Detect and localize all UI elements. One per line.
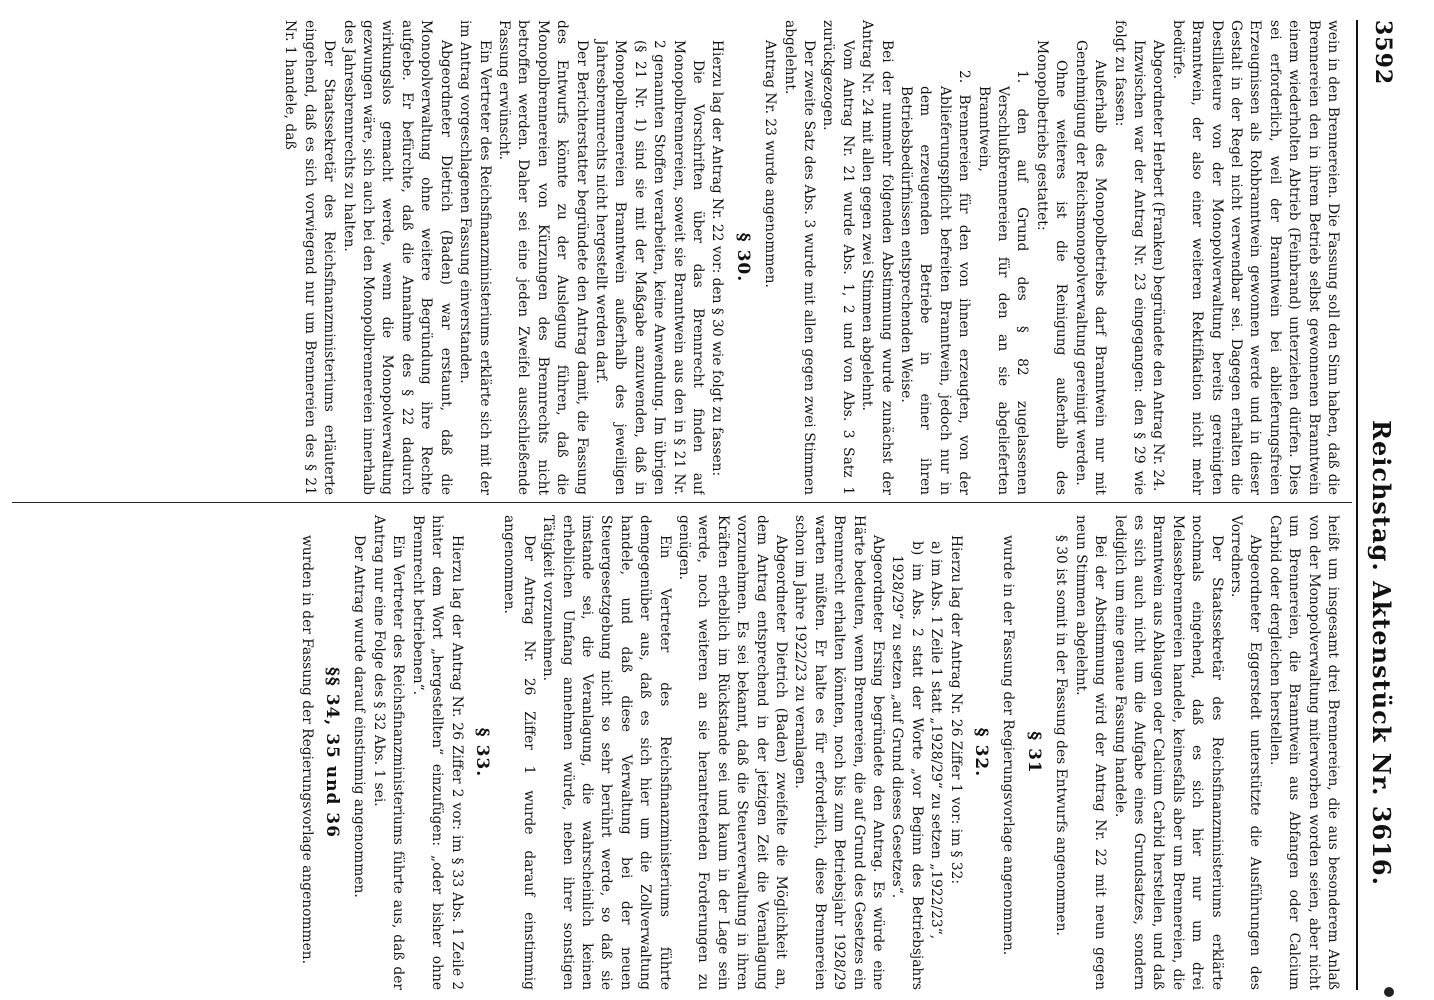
paragraph: Hierzu lag der Antrag Nr. 26 Ziffer 1 vor: im § 32: — [947, 535, 964, 885]
header-rule — [1356, 20, 1358, 990]
paragraph: Die Vorschriften über das Brennrecht finden auf Monopolbrennereien, soweit sie Branntwein aus den in § 21 Nr. 2 genannten Stoffen verarbeiten, keine Anwendung. Im übrigen (§ 21 Nr. 1) sind sie mit der Maßgabe anzuwenden, daß in Monopolbrennereien Branntwein außerhalb des jeweiligen Jahresbrennrechts nicht hergestellt werden darf. — [592, 40, 706, 495]
page-number: 3592 — [1370, 20, 1396, 86]
left-column — [12, 20, 1342, 495]
paragraph: Abgeordneter Dietrich (Baden) zweifelte die Möglichkeit an, dem Antrag entsprechend in der jetzigen Zeit die Veranlagung vorzunehmen. Es sei bekannt, daß die Steuerverwaltung in ihren Kräften erheblich im Rückstande sei und kaum in der Lage sein werde, noch weiteren an sie herantretenden Forderungen zu genügen. — [676, 515, 790, 990]
column-divider — [12, 502, 1352, 503]
paragraph: Ein Vertreter des Reichsfinanzministeriums führte demgegenüber aus, daß es sich hier um die Zollverwaltung handele, und daß diese Verwaltung bei der neuen Steuergesetzgebung nicht so sehr berührt werde, so daß sie imstande sei, die Veranlagung, die wahrscheinlich keinen erheblichen Umfang annehmen würde, neben ihrer sonstigen Tätigkeit vorzunehmen. — [540, 515, 673, 990]
paragraph: § 30 ist somit in der Fassung des Entwurfs angenommen. — [1053, 535, 1070, 936]
paragraph: Ein Vertreter des Reichsfinanzministeriums führte aus, daß der Antrag nur eine Folge des § 32 Abs. 1 sei. — [370, 515, 407, 990]
paragraph: Antrag Nr. 23 wurde angenommen. — [762, 40, 779, 288]
paragraph: Der Berichterstatter begründete den Antrag damit, die Fassung des Entwurfs könnte zu der Auslegung führen, daß die Monopolbrennereien von Kürzungen des Brennrechts nicht betroffen werden. Daher sei eine jeden Zweifel ausschließende Fassung erwünscht. — [495, 20, 590, 495]
paragraph: heißt um insgesamt drei Brennereien, die aus besonderem Anlaß von der Monopolverwaltung miterworben worden seien, aber nicht um Brennereien, die Branntwein aus Abfangen oder Calcium Carbid oder dergleichen herstellen. — [1266, 515, 1341, 990]
list-item: 2. Brennereien für den von ihnen erzeugten, von der Ablieferungspflicht befreiten Branntwein, jedoch nur in dem erzeugenden Betriebe in einer ihren Betriebsbedürfnissen entsprechenden Weise. — [898, 70, 973, 495]
paragraph: Inzwischen war der Antrag Nr. 23 eingegangen: den § 29 wie folgt zu fassen: — [1111, 20, 1147, 495]
paragraph: Ohne weiteres ist die Reinigung außerhalb des Monopolbetriebs gestattet: — [1033, 40, 1070, 495]
paragraph: Der zweite Satz des Abs. 3 wurde mit allen gegen zwei Stimmen abgelehnt. — [781, 20, 818, 495]
paragraph: Abgeordneter Eggerstedt unterstützte die Ausführungen des Vorredners. — [1227, 515, 1264, 990]
section-heading: § 30. — [732, 232, 753, 283]
paragraph: Bei der Abstimmung wird der Antrag Nr. 22 mit neun gegen neun Stimmen abgelehnt. — [1072, 515, 1109, 990]
paragraph: Der Staatssekretär des Reichsfinanzministeriums erklärte nochmals eingehend, daß es sich hier nur um drei Melassebrennereien handele, keinesfalls aber um Brennereien, die Branntwein aus Ablaugen oder Calcium Carbid herstellen, und daß es sich auch nicht um die Aufgabe eines Grundsatzes, sondern lediglich um eine genaue Fassung handele. — [1111, 515, 1225, 990]
paragraph: Abgeordneter Dietrich (Baden) war erstaunt, daß die Monopolverwaltung ohne weitere Begründung ihre Rechte aufgebe. Er befürchte, daß die Annahme des § 22 dadurch wirkungslos gemacht werde, wenn die Monopolverwaltung gezwungen wäre, sich auch bei den Monopolbrennereien innerhalb des Jahresbrennrechts zu halten. — [340, 20, 454, 495]
paragraph: Ein Vertreter des Reichsfinanzministeriums erklärte sich mit der im Antrag vorgeschlagenen Fassung einverstanden. — [457, 20, 493, 495]
right-column — [12, 515, 1342, 990]
paragraph: Der Antrag wurde darauf einstimmig angenommen. — [351, 535, 368, 898]
paragraph: Bei der nunmehr folgenden Abstimmung wurde zunächst der Antrag Nr. 24 mit allen gegen zwei Stimmen abgelehnt. — [859, 20, 895, 495]
paragraph: Außerhalb des Monopolbetriebs darf Branntwein nur mit Genehmigung der Reichsmonopolverwaltung gereinigt werden. — [1072, 40, 1109, 495]
page-title: Reichstag. Aktenstück Nr. 3616. — [1367, 420, 1396, 886]
scan-mark — [1384, 987, 1394, 997]
paragraph: wurde in der Fassung der Regierungsvorlage angenommen. — [1000, 535, 1017, 956]
paragraph: wurden in der Fassung der Regierungsvorlage angenommen. — [298, 535, 315, 965]
section-heading: § 31 — [1023, 731, 1044, 774]
paragraph: Hierzu lag der Antrag Nr. 26 Ziffer 2 vor: im § 33 Abs. 1 Zeile 2 hinter dem Wort „hergestellten“ einzufügen: „oder bisher ohne Brennrecht betriebenen“. — [409, 515, 465, 990]
section-heading: § 33. — [471, 727, 492, 778]
section-heading: § 32. — [971, 727, 992, 778]
paragraph: Der Staatssekretär des Reichsfinanzministeriums erläuterte eingehend, daß es sich vorwiegend nur um Brennereien des § 21 Nr. 1 handele, daß — [282, 20, 338, 495]
page-header — [1356, 20, 1396, 1000]
section-heading: §§ 34, 35 und 36 — [322, 667, 343, 838]
paragraph: Abgeordneter Herbert (Franken) begründete den Antrag Nr. 24. — [1150, 40, 1167, 492]
list-item: b) im Abs. 2 statt der Worte „vor Beginn des Betriebsjahrs 1928/29“ zu setzen „auf Grund dieses Gesetzes“. — [889, 541, 925, 990]
paragraph: Vom Antrag Nr. 21 wurde Abs. 1, 2 und von Abs. 3 Satz 1 zurückgezogen. — [820, 20, 856, 495]
paragraph: Hierzu lag der Antrag Nr. 22 vor: den § 30 wie folgt zu fassen: — [709, 40, 726, 477]
paragraph: Abgeordneter Ersing begründete den Antrag. Es würde eine Härte bedeuten, wenn Brennereien, die auf Grund des Gesetzes ein Brennrecht erhalten könnten, noch bis zum Betriebsjahr 1928/29 warten müßten. Er halte es für erforderlich, diese Brennereien schon im Jahre 1922/23 zu veranlagen. — [792, 515, 887, 990]
list-item: a) im Abs. 1 Zeile 1 statt „1928/29“ zu setzen „1922/23“, — [928, 541, 945, 940]
paragraph: wein in den Brennereien. Die Fassung soll den Sinn haben, daß die Brennereien den in ihrem Betrieb selbst gewonnenen Branntwein einem wiederholten Abtrieb (Feinbrand) unterziehen dürfen. Dies sei erforderlich, weil der Branntwein bei ablieferungsfreien Erzeugnissen als Rohbranntwein gewonnen werde und in dieser Gestalt in der Regel nicht verwendbar sei. Dagegen erhalten die Destillateure von der Monopolverwaltung bereits gereinigten Branntwein, der also einer weiteren Rektifikation nicht mehr bedürfe. — [1169, 20, 1341, 495]
paragraph: Der Antrag Nr. 26 Ziffer 1 wurde darauf einstimmig angenommen. — [501, 515, 537, 990]
list-item: 1. den auf Grund des § 82 zugelassenen Verschlußbrennereien für den an sie abgelieferten Branntwein, — [975, 70, 1031, 495]
